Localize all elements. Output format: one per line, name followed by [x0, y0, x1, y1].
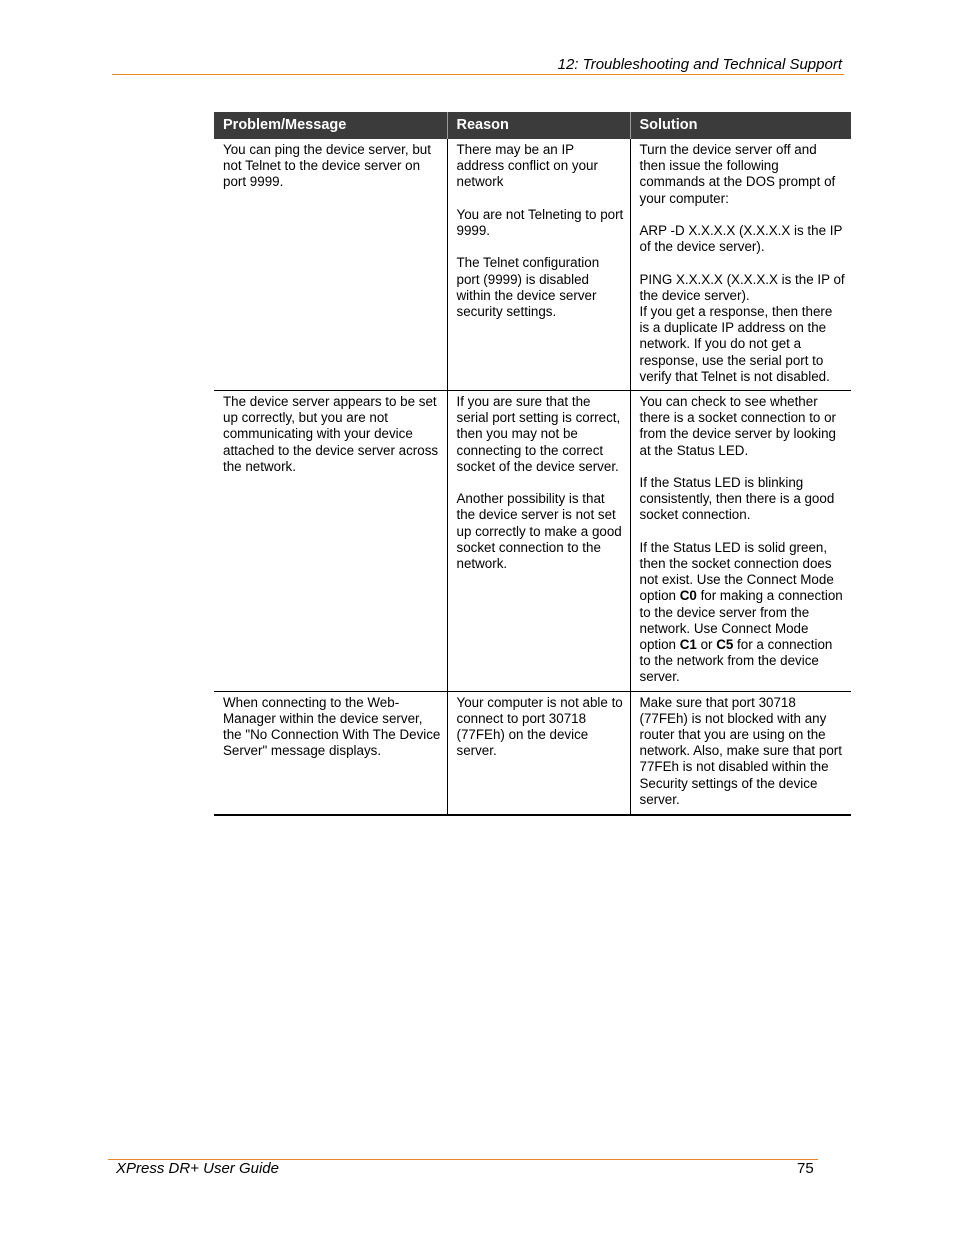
mode-option-c1: C1 [679, 637, 697, 653]
solution-text: You can check to see whether there is a socket connection to or from the device server by looking at the Status LED. [639, 394, 837, 458]
problem-cell [214, 391, 447, 692]
reason-text: The Telnet configuration port (9999) is disabled within the device server security settings. [456, 255, 600, 319]
reason-text: If you are sure that the serial port setting is correct, then you may not be connecting to the correct socket of the device server. [456, 394, 621, 474]
table-row [214, 691, 851, 815]
reason-text: Another possibility is that the device server is not set up correctly to make a good socket connection to the network. [456, 491, 622, 572]
column-header-reason: Reason [447, 112, 630, 139]
footer-guide-title: XPress DR+ User Guide [116, 1160, 279, 1177]
problem-text: The device server appears to be set up correctly, but you are not communicating with your device attached to the device server across the network. [223, 394, 439, 474]
solution-text: If the Status LED is blinking consistently, then there is a good socket connection. [639, 475, 835, 523]
problem-text: When connecting to the Web-Manager within the device server, the "No Connection With The Device Server" message displays. [223, 694, 441, 759]
solution-cell [630, 139, 851, 391]
problem-text: You can ping the device server, but not Telnet to the device server on port 9999. [223, 142, 431, 190]
reason-text: Your computer is not able to connect to port 30718 (77FEh) on the device server. [456, 694, 623, 759]
problem-cell [214, 691, 447, 815]
solution-fragment: or [696, 637, 717, 653]
column-header-solution: Solution [630, 112, 851, 139]
mode-option-c0: C0 [679, 588, 697, 604]
reason-cell [447, 139, 630, 391]
solution-cell [630, 691, 851, 815]
column-header-problem: Problem/Message [214, 112, 447, 139]
reason-cell [447, 691, 630, 815]
troubleshooting-table [214, 112, 851, 816]
solution-text: Turn the device server off and then issue the following commands at the DOS prompt of your computer: [639, 142, 836, 206]
reason-cell [447, 391, 630, 692]
solution-fragment: If the Status LED is solid green, then the socket connection does not exist. Use the Connect Mode option [639, 539, 834, 604]
solution-text: ARP -D X.X.X.X (X.X.X.X is the IP of the device server). [639, 223, 843, 255]
solution-text: If you get a response, then there is a duplicate IP address on the network. If you do not get a response, use the serial port to verify that Telnet is not disabled. [639, 304, 833, 384]
solution-text: PING X.X.X.X (X.X.X.X is the IP of the device server). [639, 271, 845, 303]
solution-fragment: for making a connection to the device server from the network. Use Connect Mode option [639, 588, 843, 653]
reason-text: You are not Telneting to port 9999. [456, 206, 624, 238]
table-row [214, 139, 851, 391]
problem-cell [214, 139, 447, 391]
solution-text: Make sure that port 30718 (77FEh) is not blocked with any router that you are using on the network. Also, make sure that port 77FEh is not disabled within the Security settings of the device server. [639, 694, 842, 807]
table-row [214, 391, 851, 692]
reason-text: There may be an IP address conflict on your network [456, 142, 598, 190]
chapter-header: 12: Troubleshooting and Technical Support [557, 56, 842, 73]
mode-option-c5: C5 [716, 637, 734, 653]
solution-fragment: for a connection to the network from the device server. [639, 637, 833, 685]
solution-text-connect-mode [640, 540, 846, 686]
header-rule [112, 74, 844, 75]
footer-page-number: 75 [797, 1160, 814, 1177]
solution-cell [630, 391, 851, 692]
table-header-row [214, 112, 851, 139]
